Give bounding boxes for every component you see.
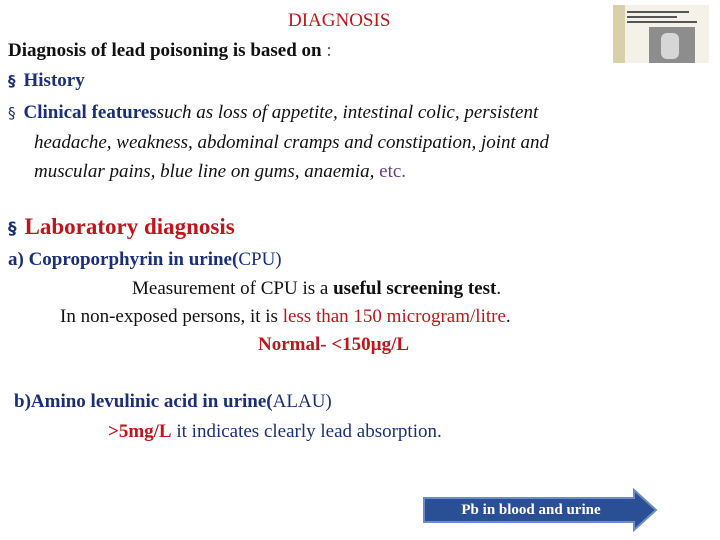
alau-value: >5mg/L <box>108 421 172 442</box>
bullet-icon: § <box>8 219 17 239</box>
alau-close: ) <box>325 391 332 412</box>
clinical-line-3-text: muscular pains, blue line on gums, anaemia, <box>34 161 380 182</box>
cpu-heading <box>8 249 282 271</box>
xray-icon <box>649 27 695 63</box>
bullet-icon: § <box>8 104 16 122</box>
clinical-label: Clinical features <box>23 102 157 123</box>
lab-heading-label: Laboratory diagnosis <box>24 214 235 239</box>
bullet-icon: § <box>8 72 16 90</box>
nav-button-label: Pb in blood and urine <box>461 502 601 518</box>
cpu-line1-bold: useful screening test <box>333 278 497 299</box>
cpu-close: ) <box>275 249 282 270</box>
lab-diagnosis-heading <box>8 214 235 240</box>
cpu-line2-post: . <box>505 306 511 327</box>
bullet-clinical-features <box>8 98 549 186</box>
pb-in-blood-and-urine-button[interactable] <box>422 488 658 532</box>
clinical-line-1: such as loss of appetite, intestinal colic, persistent <box>156 102 539 123</box>
cpu-line2-pre: In non-exposed persons, it is <box>60 306 283 327</box>
clinical-line-3 <box>8 157 549 186</box>
cpu-line1-post: . <box>496 278 502 299</box>
cpu-label: a) Coproporphyrin in urine( <box>8 249 239 270</box>
alau-description: it indicates clearly lead absorption. <box>171 421 442 442</box>
intro-text <box>8 40 332 62</box>
clinical-line-2: headache, weakness, abdominal cramps and constipation, joint and <box>34 132 550 153</box>
slide-title: DIAGNOSIS <box>288 10 391 31</box>
xray-thumbnail-image <box>613 5 709 63</box>
intro-colon: : <box>321 40 332 61</box>
intro-label: Diagnosis of lead poisoning is based on <box>8 40 322 61</box>
alau-label: b)Amino levulinic acid in urine( <box>14 391 273 412</box>
cpu-abbr: CPU <box>238 249 276 270</box>
clinical-etc: etc. <box>379 161 407 182</box>
cpu-line1-pre: Measurement of CPU is a <box>132 278 334 299</box>
alau-heading <box>14 391 332 413</box>
cpu-normal-value: Normal- <150µg/L <box>258 334 410 355</box>
cpu-line2-red: less than 150 microgram/litre <box>282 306 506 327</box>
alau-abbr: ALAU <box>272 391 326 412</box>
cpu-threshold-line <box>60 306 511 328</box>
bullet-history <box>8 70 85 92</box>
alau-value-line <box>108 421 442 443</box>
history-label: History <box>23 70 85 91</box>
cpu-measurement-line <box>132 278 501 300</box>
